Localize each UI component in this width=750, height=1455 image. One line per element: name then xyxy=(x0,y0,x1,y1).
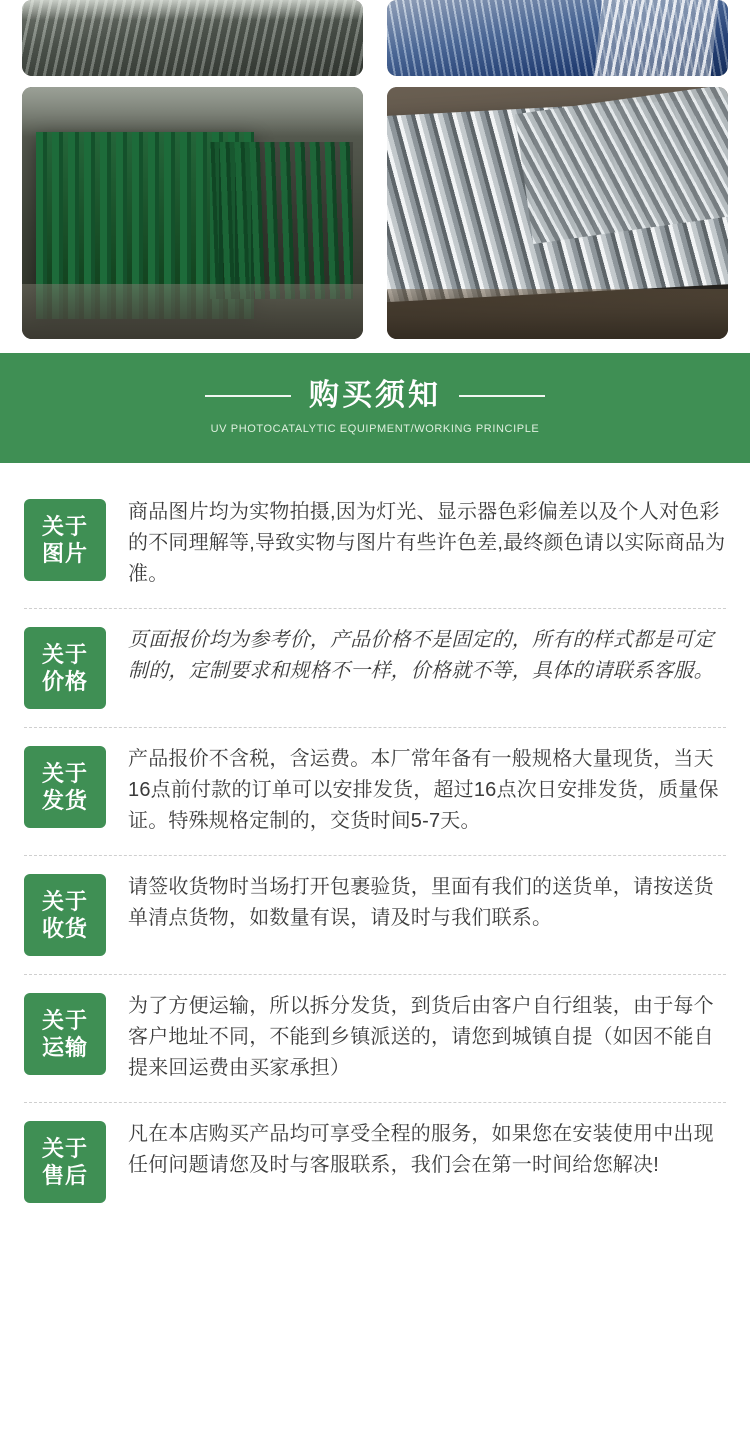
product-photo-gallery xyxy=(0,0,750,339)
banner-title: 购买须知 xyxy=(309,379,441,412)
notice-badge-line2: 运输 xyxy=(41,1035,88,1060)
photo-detail-sheet-stack-second xyxy=(515,87,728,244)
notice-item-transport xyxy=(24,975,726,1103)
notice-badge-line2: 收货 xyxy=(41,916,88,941)
notice-badge-receiving xyxy=(24,874,106,956)
notice-item-receiving xyxy=(24,856,726,975)
banner-rule-left xyxy=(205,395,291,397)
photo-detail-ground xyxy=(387,289,728,339)
photo-image-blue-packaged xyxy=(387,0,728,76)
banner-subtitle: UV PHOTOCATALYTIC EQUIPMENT/WORKING PRINCIPLE xyxy=(210,423,540,435)
notice-badge-line1: 关于 xyxy=(41,1135,88,1161)
product-photo-green-fence xyxy=(22,87,363,339)
notice-text-after-sales: 凡在本店购买产品均可享受全程的服务，如果您在安装使用中出现任何问题请您及时与客服联系，我们会在第一时间给您解决! xyxy=(128,1123,714,1176)
notice-badge-line1: 关于 xyxy=(41,513,88,539)
photo-image-galvanized-sheets xyxy=(387,87,728,339)
notice-badge-line1: 关于 xyxy=(41,641,88,667)
notice-badge-line1: 关于 xyxy=(41,1007,88,1033)
banner-title-row xyxy=(205,381,545,411)
notice-text-transport: 为了方便运输，所以拆分发货，到货后由客户自行组装，由于每个客户地址不同，不能到乡镇派送的，请您到城镇自提（如因不能自提来回运费由买家承担） xyxy=(128,995,714,1079)
purchase-notice-banner xyxy=(0,353,750,463)
notice-text-shipping: 产品报价不含税，含运费。本厂常年备有一般规格大量现货，当天16点前付款的订单可以安排发货，超过16点次日安排发货，质量保证。特殊规格定制的，交货时间5-7天。 xyxy=(128,748,719,832)
notice-badge-line1: 关于 xyxy=(41,888,88,914)
banner-rule-right xyxy=(459,395,545,397)
notice-badge-images xyxy=(24,499,106,581)
notice-text-images: 商品图片均为实物拍摄,因为灯光、显示器色彩偏差以及个人对色彩的不同理解等,导致实物与图片有些许色差,最终颜色请以实际商品为准。 xyxy=(128,501,726,585)
notice-text-price: 页面报价均为参考价，产品价格不是固定的，所有的样式都是可定制的，定制要求和规格不一样，价格就不等，具体的请联系客服。 xyxy=(128,629,714,682)
gallery-row-top xyxy=(22,0,728,76)
photo-detail-floor xyxy=(22,284,363,339)
notice-badge-line2: 价格 xyxy=(41,669,88,694)
photo-detail-roof xyxy=(22,87,363,137)
photo-image-green-fence xyxy=(22,87,363,339)
purchase-notice-list xyxy=(0,463,750,1245)
notice-badge-line2: 售后 xyxy=(41,1163,88,1188)
notice-item-price xyxy=(24,609,726,728)
notice-item-images xyxy=(24,481,726,609)
notice-badge-shipping xyxy=(24,746,106,828)
product-photo-steel-pipes xyxy=(22,0,363,76)
notice-badge-price xyxy=(24,627,106,709)
notice-item-shipping xyxy=(24,728,726,856)
photo-detail-fence-stack-second xyxy=(210,142,353,298)
notice-badge-after-sales xyxy=(24,1121,106,1203)
notice-badge-transport xyxy=(24,993,106,1075)
photo-image-steel-pipes xyxy=(22,0,363,76)
notice-badge-line1: 关于 xyxy=(41,760,88,786)
notice-text-receiving: 请签收货物时当场打开包裹验货，里面有我们的送货单，请按送货单清点货物，如数量有误，请及时与我们联系。 xyxy=(128,876,714,929)
gallery-row-bottom xyxy=(22,87,728,339)
notice-badge-line2: 图片 xyxy=(41,541,88,566)
notice-badge-line2: 发货 xyxy=(41,788,88,813)
product-photo-galvanized-sheets xyxy=(387,87,728,339)
product-photo-blue-packaged xyxy=(387,0,728,76)
notice-item-after-sales xyxy=(24,1103,726,1221)
